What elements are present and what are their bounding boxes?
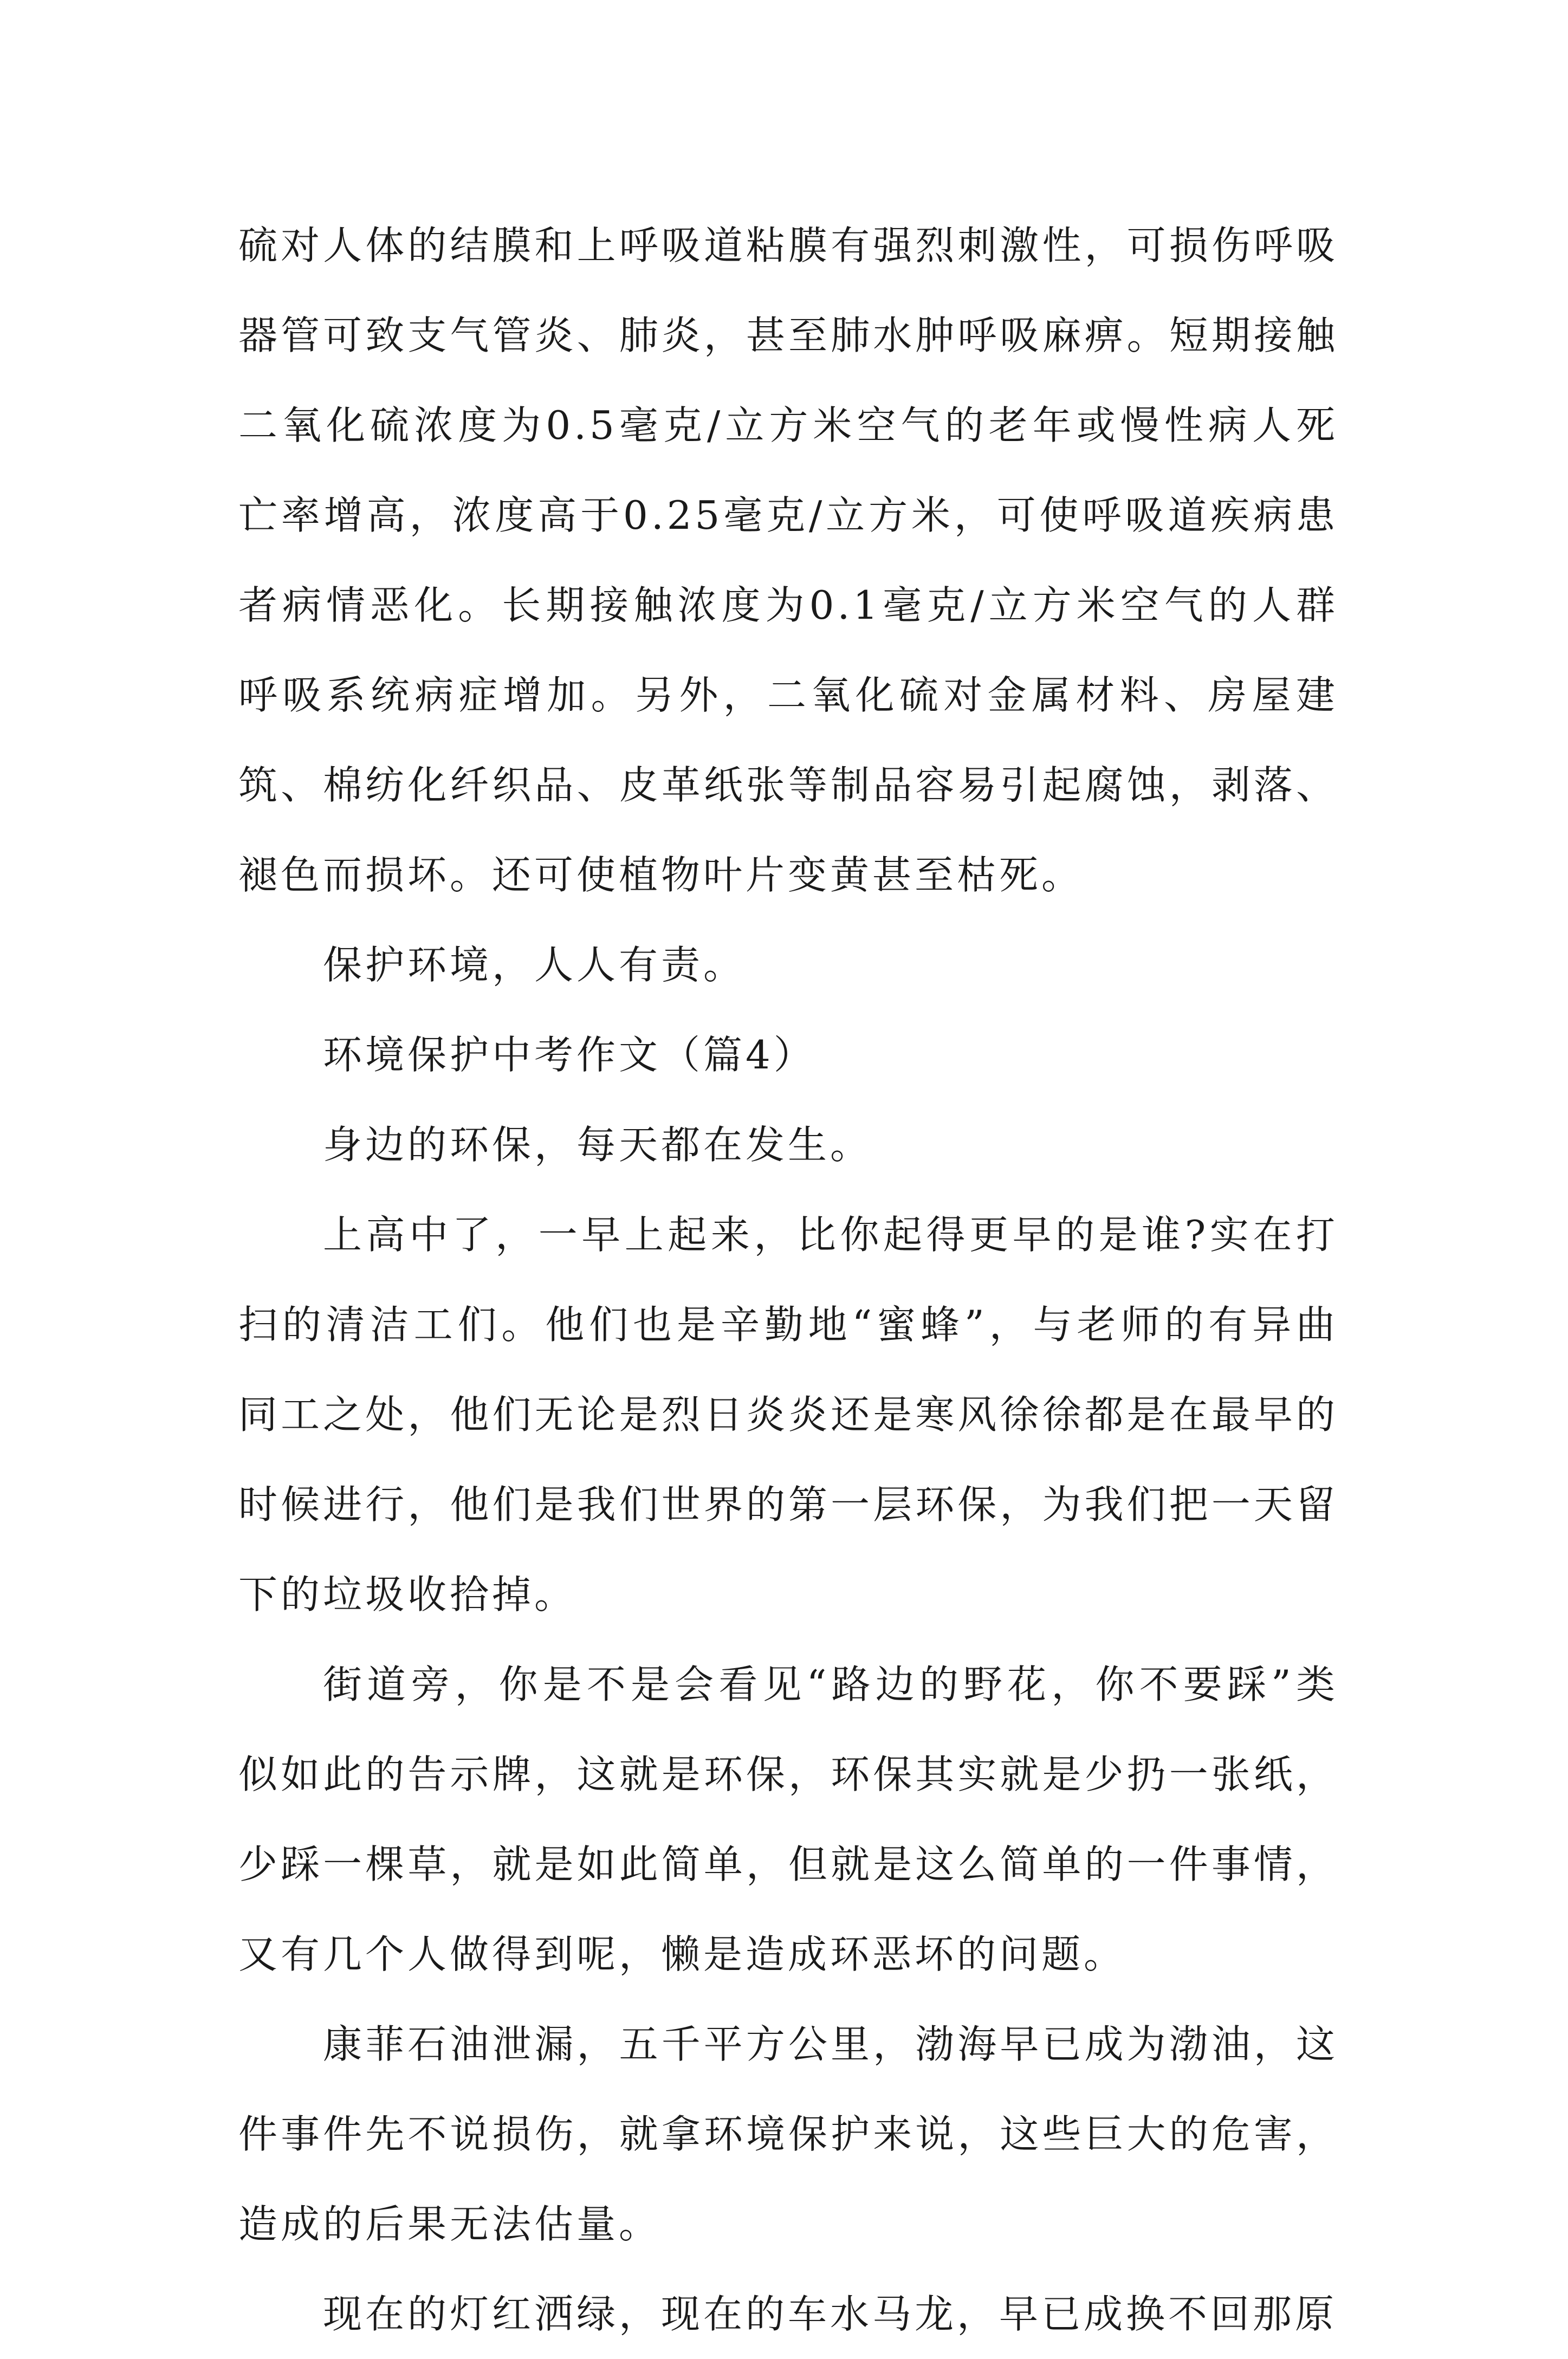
paragraph-4: 上高中了，一早上起来，比你起得更早的是谁?实在打扫的清洁工们。他们也是辛勤地“蜜蜂”，与老师的有异曲同工之处，他们无论是烈日炎炎还是寒风徐徐都是在最早的时候进行，他们是我们世界的第一层环保，为我们把一天留下的垃圾收拾掉。 xyxy=(238,1212,1338,1617)
paragraph-7: 现在的灯红洒绿，现在的车水马龙，早已成换不回那原 xyxy=(323,2291,1338,2337)
paragraph-1: 硫对人体的结膜和上呼吸道粘膜有强烈刺激性，可损伤呼吸器管可致支气管炎、肺炎，甚至肺水肿呼吸麻痹。短期接触二氧化硫浓度为0.5毫克/立方米空气的老年或慢性病人死亡率增高，浓度高于0.25毫克/立方米，可使呼吸道疾病患者病情恶化。长期接触浓度为0.1毫克/立方米空气的人群呼吸系统病症增加。另外，二氧化硫对金属材料、房屋建筑、棉纺化纤织品、皮革纸张等制品容易引起腐蚀，剥落、褪色而损坏。还可使植物叶片变黄甚至枯死。 xyxy=(238,223,1338,898)
paragraph-3: 身边的环保，每天都在发生。 xyxy=(323,1122,873,1168)
document-body xyxy=(238,200,1338,2359)
paragraph-2: 保护环境，人人有责。 xyxy=(323,942,746,988)
section-heading: 环境保护中考作文（篇4） xyxy=(323,1032,816,1078)
paragraph-6: 康菲石油泄漏，五千平方公里，渤海早已成为渤油，这件事件先不说损伤，就拿环境保护来说，这些巨大的危害，造成的后果无法估量。 xyxy=(238,2021,1338,2247)
paragraph-5: 街道旁，你是不是会看见“路边的野花，你不要踩”类似如此的告示牌，这就是环保，环保其实就是少扔一张纸，少踩一棵草，就是如此简单，但就是这么简单的一件事情，又有几个人做得到呢，懒是造成环恶坏的问题。 xyxy=(238,1662,1338,1977)
